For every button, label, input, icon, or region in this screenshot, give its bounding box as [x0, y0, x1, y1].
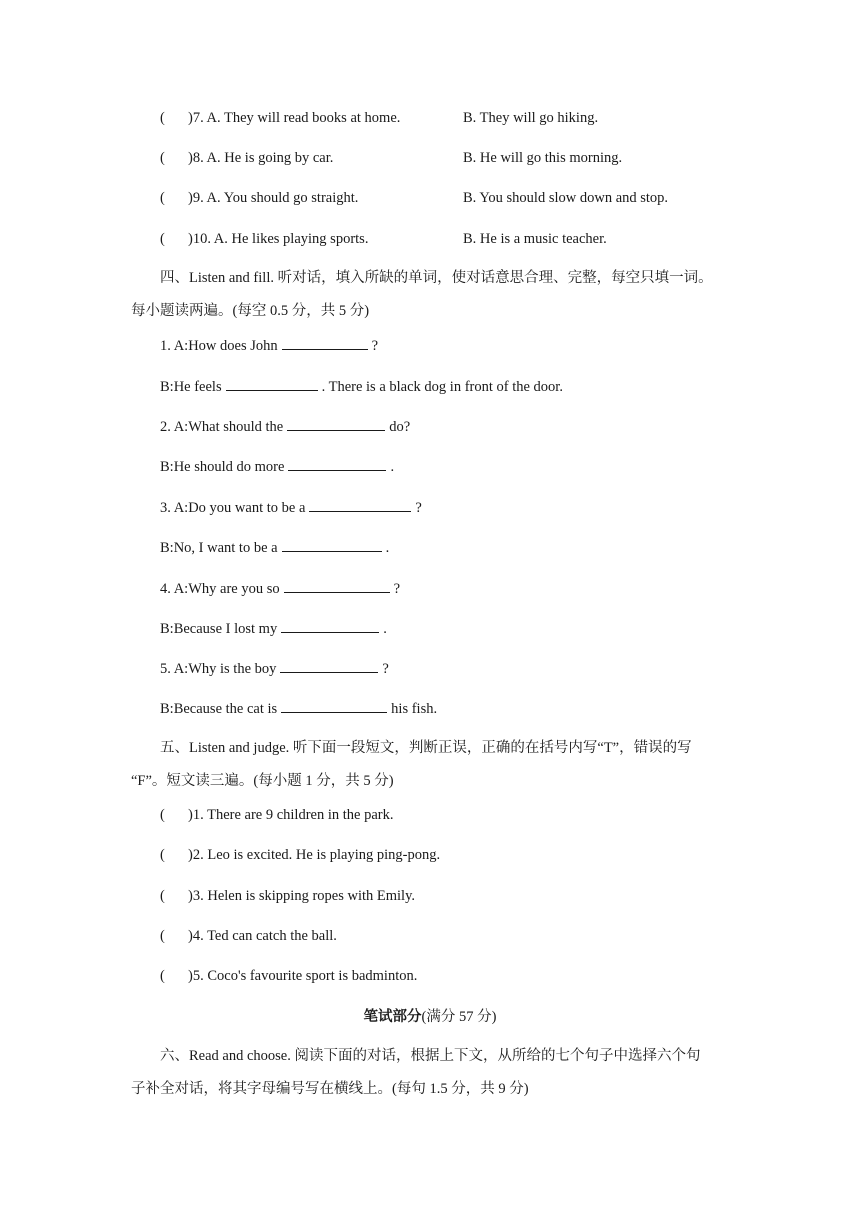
fill-line-1a: 1. A:How does John ?: [160, 335, 378, 356]
fill-line-5b: B:Because the cat is his fish.: [160, 698, 437, 719]
fill-blank[interactable]: [281, 698, 387, 713]
judge-item-2: ( )2. Leo is excited. He is playing ping-pong.: [160, 847, 441, 863]
answer-paren[interactable]: (: [160, 190, 165, 206]
fill-blank[interactable]: [287, 416, 385, 431]
fill-blank[interactable]: [282, 537, 382, 552]
judge-item-3: ( )3. Helen is skipping ropes with Emily.: [160, 888, 416, 904]
answer-paren[interactable]: (: [160, 847, 165, 863]
fill-line-4a: 4. A:Why are you so ?: [160, 578, 400, 599]
fill-line-3b: B:No, I want to be a .: [160, 537, 389, 558]
fill-blank[interactable]: [280, 658, 378, 673]
option-b: B. He is a music teacher.: [463, 231, 607, 247]
question-9: ( )9. A. You should go straight.: [160, 190, 359, 206]
fill-blank[interactable]: [281, 618, 379, 633]
fill-blank[interactable]: [309, 497, 411, 512]
section-6-heading: 六、Read and choose. 阅读下面的对话，根据上下文，从所给的七个句子中选择六个句 子补全对话，将其字母编号写在横线上。(每句 1.5 分，共 9 分): [131, 1048, 701, 1097]
judge-item-5: ( )5. Coco's favourite sport is badminton.: [160, 968, 418, 984]
section-5-heading: 五、Listen and judge. 听下面一段短文，判断正误，正确的在括号内写“T”，错误的写 “F”。短文读三遍。(每小题 1 分，共 5 分): [131, 740, 692, 789]
option-a: 9. A. You should go straight.: [192, 190, 359, 206]
fill-blank[interactable]: [226, 376, 318, 391]
answer-paren[interactable]: (: [160, 888, 165, 904]
option-a: 10. A. He likes playing sports.: [192, 231, 369, 247]
section-4-heading: 四、Listen and fill. 听对话，填入所缺的单词，使对话意思合理、完整，每空只填一词。 每小题读两遍。(每空 0.5 分，共 5 分): [131, 270, 713, 319]
answer-paren[interactable]: (: [160, 231, 165, 247]
written-part-heading: 笔试部分(满分 57 分): [363, 1009, 497, 1025]
question-10: ( )10. A. He likes playing sports.: [160, 231, 369, 247]
fill-blank[interactable]: [282, 335, 368, 350]
question-8: ( )8. A. He is going by car.: [160, 150, 334, 166]
option-a: 7. A. They will read books at home.: [192, 110, 401, 126]
fill-blank[interactable]: [284, 578, 390, 593]
fill-line-2b: B:He should do more .: [160, 456, 394, 477]
fill-blank[interactable]: [288, 456, 386, 471]
answer-paren[interactable]: (: [160, 968, 165, 984]
answer-paren[interactable]: (: [160, 807, 165, 823]
fill-line-3a: 3. A:Do you want to be a ?: [160, 497, 422, 518]
option-b: B. You should slow down and stop.: [463, 190, 669, 206]
answer-paren[interactable]: (: [160, 110, 165, 126]
fill-line-2a: 2. A:What should the do?: [160, 416, 410, 437]
option-a: 8. A. He is going by car.: [192, 150, 334, 166]
question-7: ( )7. A. They will read books at home.: [160, 110, 401, 126]
fill-line-4b: B:Because I lost my .: [160, 618, 387, 639]
fill-line-1b: B:He feels . There is a black dog in front of the door.: [160, 376, 563, 397]
answer-paren[interactable]: (: [160, 150, 165, 166]
judge-item-4: ( )4. Ted can catch the ball.: [160, 928, 337, 944]
option-b: B. He will go this morning.: [463, 150, 623, 166]
fill-line-5a: 5. A:Why is the boy ?: [160, 658, 389, 679]
option-b: B. They will go hiking.: [463, 110, 599, 126]
judge-item-1: ( )1. There are 9 children in the park.: [160, 807, 394, 823]
answer-paren[interactable]: (: [160, 928, 165, 944]
